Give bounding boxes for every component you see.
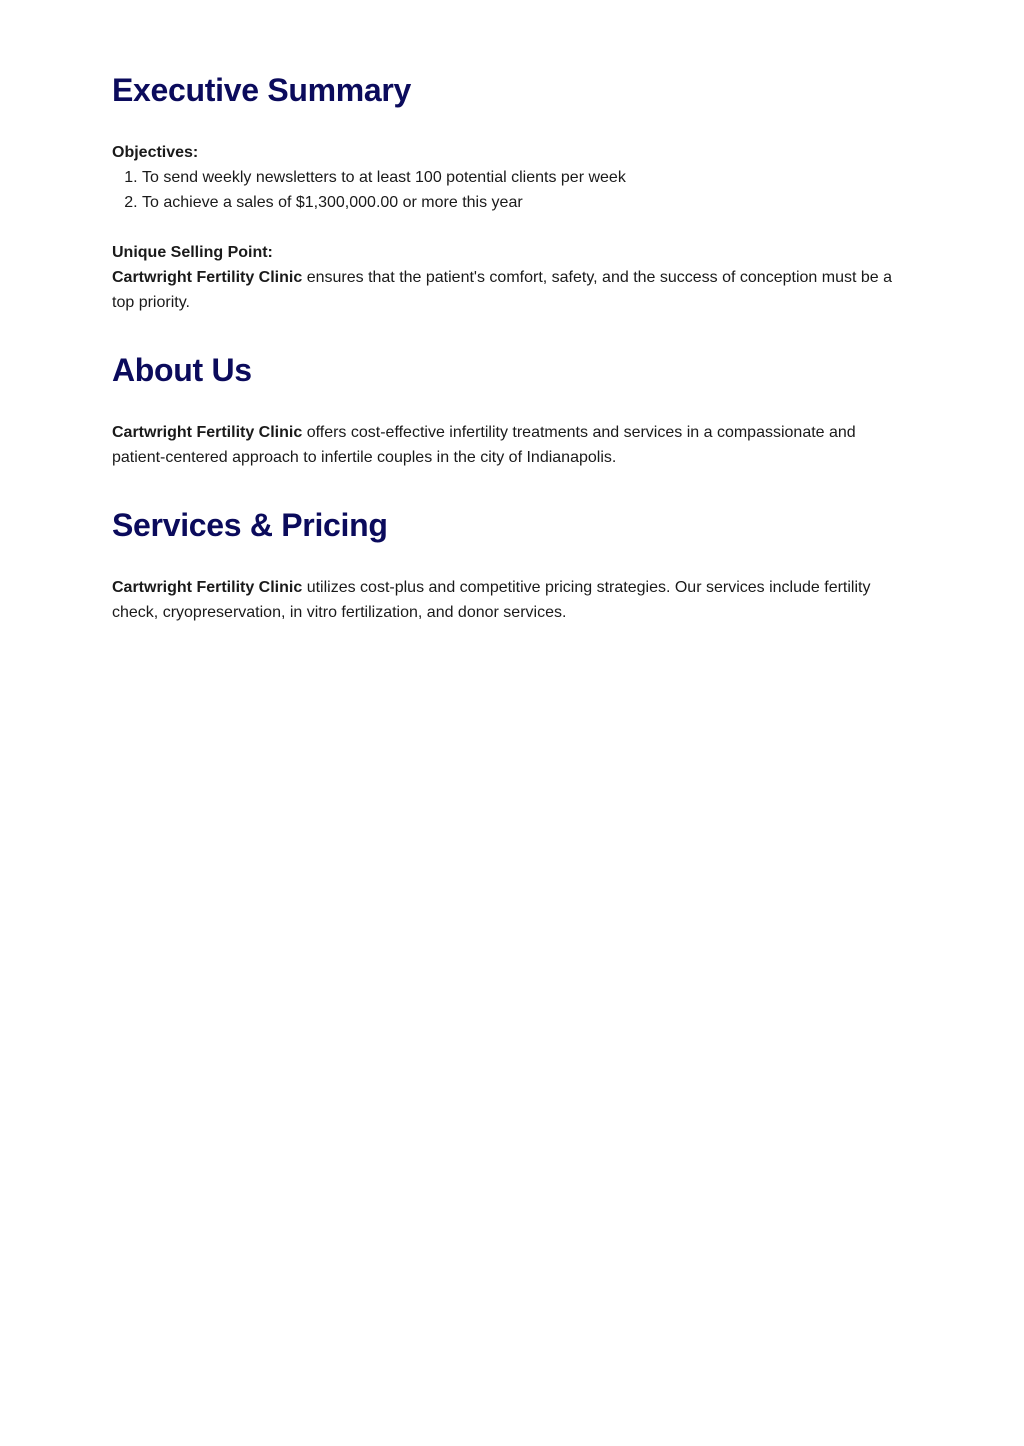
services-pricing-heading: Services & Pricing [112, 507, 388, 543]
services-text: utilizes cost-plus and competitive pricing strategies. Our services include fertility check, cryopreservation, in vitro fertilization, and donor services. [112, 579, 871, 621]
about-us-block [112, 420, 902, 470]
about-us-paragraph [112, 420, 902, 470]
about-company-name: Cartwright Fertility Clinic [112, 424, 303, 441]
about-us-heading: About Us [112, 352, 252, 388]
about-text: offers cost-effective infertility treatments and services in a compassionate and patient-centered approach to infertile couples in the city of Indianapolis. [112, 424, 856, 466]
usp-block [112, 240, 902, 315]
objective-item: 1. To send weekly newsletters to at least 100 potential clients per week [142, 165, 902, 190]
objectives-list [112, 165, 902, 215]
usp-text: ensures that the patient's comfort, safety, and the success of conception must be a top priority. [112, 269, 892, 311]
objectives-block [112, 140, 902, 215]
objectives-label: Objectives: [112, 144, 199, 161]
services-company-name: Cartwright Fertility Clinic [112, 579, 303, 596]
executive-summary-heading: Executive Summary [112, 72, 412, 108]
services-pricing-block [112, 575, 902, 625]
usp-paragraph [112, 265, 902, 315]
usp-company-name: Cartwright Fertility Clinic [112, 269, 303, 286]
services-paragraph [112, 575, 902, 625]
objective-item: 2. To achieve a sales of $1,300,000.00 or more this year [142, 190, 902, 215]
usp-label: Unique Selling Point: [112, 244, 273, 261]
